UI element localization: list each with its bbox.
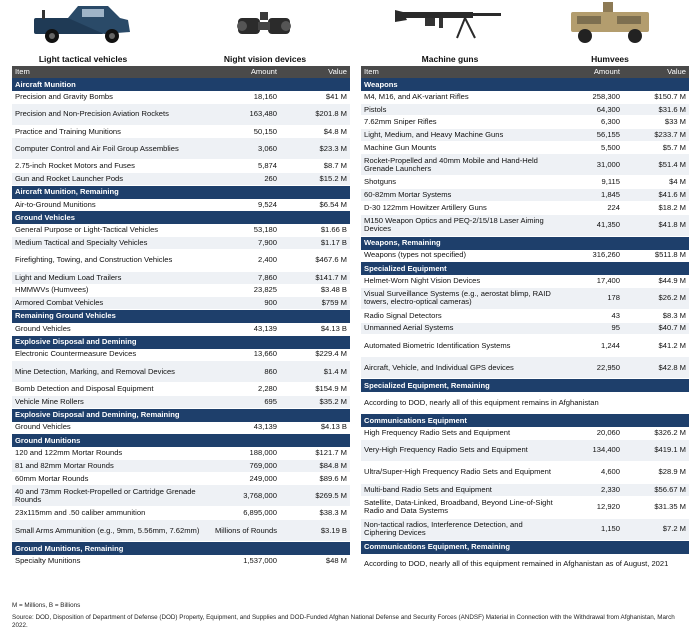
amount-cell: 4,600 [557,461,623,483]
table-row [361,103,689,116]
section-label: Specialized Equipment [361,262,689,276]
item-cell: High Frequency Radio Sets and Equipment [361,427,557,439]
table-row [361,176,689,189]
table-row [361,275,689,287]
column-header-value: Value [623,66,689,78]
item-cell: D-30 122mm Howitzer Artillery Guns [361,201,557,214]
value-cell: $121.7 M [280,447,350,459]
amount-cell: 3,060 [208,138,280,160]
amount-cell: 1,537,000 [208,555,280,567]
item-cell: Precision and Gravity Bombs [12,91,208,103]
amount-cell: 695 [208,395,280,408]
units-footnote: M = Millions, B = Billions [12,602,81,609]
item-cell: Satellite, Data-Linked, Broadband, Beyond Line-of-Sight Radio and Data Systems [361,496,557,518]
amount-cell: 6,895,000 [208,507,280,520]
image-caption: Night vision devices [223,54,307,64]
amount-cell: 9,115 [557,176,623,189]
value-cell: $1.4 M [280,361,350,383]
value-cell: $1.17 B [280,237,350,250]
amount-cell: 22,950 [557,357,623,379]
item-cell: Very-High Frequency Radio Sets and Equipment [361,439,557,461]
amount-cell: 316,260 [557,250,623,262]
amount-cell: 43,139 [208,422,280,434]
item-cell: 7.62mm Sniper Rifles [361,116,557,129]
item-cell: Visual Surveillance Systems (e.g., aerostat blimp, RAID towers, electro-optical cameras) [361,287,557,309]
value-cell: $4.13 B [280,422,350,434]
note-row [361,554,689,576]
value-cell: $229.4 M [280,349,350,361]
value-cell: $23.3 M [280,138,350,160]
amount-cell: 769,000 [208,460,280,473]
value-cell: $89.6 M [280,472,350,485]
value-cell: $42.8 M [623,357,689,379]
section-header-row [361,379,689,393]
item-cell: Mine Detection, Marking, and Removal Devices [12,361,208,383]
table-row [12,447,350,459]
value-cell: $141.7 M [280,271,350,284]
column-header-item: Item [361,66,557,78]
table-row [12,460,350,473]
table-row [12,199,350,211]
item-cell: Ground Vehicles [12,323,208,335]
item-cell: 2.75-inch Rocket Motors and Fuses [12,160,208,173]
amount-cell: 2,330 [557,483,623,496]
item-cell: Non-tactical radios, Interference Detection, and Ciphering Devices [361,518,557,540]
amount-cell: 260 [208,173,280,186]
item-cell: Ultra/Super-High Frequency Radio Sets and Equipment [361,461,557,483]
table-row [12,507,350,520]
item-cell: Computer Control and Air Foil Group Assemblies [12,138,208,160]
humvees-figure [540,0,680,66]
section-label: Explosive Disposal and Demining [12,335,350,349]
value-cell: $35.2 M [280,395,350,408]
image-strip [0,0,700,66]
source-note: Source: DOD, Disposition of Department of Defense (DOD) Property, Equipment, and Supplies and DOD-Funded Afghan National Defense and Security Forces (ANDSF) Material in Connection with the Withdrawal from Afghanistan, March 2022. [12,614,675,630]
section-label: Communications Equipment [361,414,689,428]
value-cell: $759 M [280,297,350,310]
section-header-row [12,408,350,422]
item-cell: Air-to-Ground Munitions [12,199,208,211]
table-row [12,422,350,434]
section-label: Ground Munitions, Remaining [12,542,350,556]
machine-gun-icon [395,0,505,46]
table-row [12,138,350,160]
item-cell: Specialty Munitions [12,555,208,567]
table-row [12,472,350,485]
section-label: Explosive Disposal and Demining, Remaining [12,408,350,422]
item-cell: Bomb Detection and Disposal Equipment [12,383,208,396]
amount-cell: 3,768,000 [208,485,280,507]
right-table-body [361,78,689,575]
amount-cell: 56,155 [557,129,623,142]
item-cell: 120 and 122mm Mortar Rounds [12,447,208,459]
amount-cell: 2,400 [208,249,280,271]
table-row [12,125,350,138]
section-header-row [12,211,350,225]
amount-cell: 50,150 [208,125,280,138]
item-cell: Small Arms Ammunition (e.g., 9mm, 5.56mm, 7.62mm) [12,520,208,542]
value-cell: $3.48 B [280,284,350,297]
section-label: Ground Vehicles [12,211,350,225]
table-row [361,189,689,202]
right-table-panel [361,66,689,576]
item-cell: Weapons (types not specified) [361,250,557,262]
value-cell: $7.2 M [623,518,689,540]
item-cell: Shotguns [361,176,557,189]
table-row [12,485,350,507]
left-table-panel [12,66,350,568]
column-header-amount: Amount [208,66,280,78]
amount-cell: 900 [208,297,280,310]
value-cell: $84.8 M [280,460,350,473]
amount-cell: 95 [557,322,623,335]
table-row [12,103,350,125]
section-header-row [361,540,689,554]
amount-cell: 249,000 [208,472,280,485]
item-cell: M4, M16, and AK-variant Rifles [361,91,557,103]
value-cell: $8.7 M [280,160,350,173]
table-row [12,237,350,250]
table-row [12,361,350,383]
note-text: According to DOD, nearly all of this equipment remains in Afghanistan [361,392,689,414]
table-row [361,518,689,540]
section-header-row [12,542,350,556]
item-cell: Pistols [361,103,557,116]
amount-cell: Millions of Rounds [208,520,280,542]
table-row [12,224,350,236]
light-tactical-vehicles-figure [18,0,148,66]
table-row [361,154,689,176]
value-cell: $5.7 M [623,141,689,154]
amount-cell: 53,180 [208,224,280,236]
amount-cell: 1,244 [557,335,623,357]
item-cell: General Purpose or Light-Tactical Vehicles [12,224,208,236]
table-row [361,116,689,129]
item-cell: Light, Medium, and Heavy Machine Guns [361,129,557,142]
section-label: Aircraft Munition [12,78,350,91]
amount-cell: 64,300 [557,103,623,116]
section-header-row [12,309,350,323]
value-cell: $38.3 M [280,507,350,520]
value-cell: $511.8 M [623,250,689,262]
section-header-row [12,185,350,199]
section-label: Aircraft Munition, Remaining [12,185,350,199]
table-row [12,271,350,284]
note-row [361,392,689,414]
value-cell: $48 M [280,555,350,567]
section-label: Communications Equipment, Remaining [361,540,689,554]
table-row [361,483,689,496]
value-cell: $201.8 M [280,103,350,125]
amount-cell: 224 [557,201,623,214]
amount-cell: 7,900 [208,237,280,250]
table-row [12,249,350,271]
left-equipment-table [12,66,350,568]
item-cell: Aircraft, Vehicle, and Individual GPS devices [361,357,557,379]
section-header-row [361,78,689,91]
value-cell: $4.13 B [280,323,350,335]
amount-cell: 1,845 [557,189,623,202]
table-row [361,309,689,322]
truck-icon [28,0,138,46]
value-cell: $28.9 M [623,461,689,483]
item-cell: 23x115mm and .50 caliber ammunition [12,507,208,520]
value-cell: $31.35 M [623,496,689,518]
amount-cell: 41,350 [557,214,623,236]
item-cell: Vehicle Mine Rollers [12,395,208,408]
amount-cell: 2,280 [208,383,280,396]
value-cell: $269.5 M [280,485,350,507]
amount-cell: 9,524 [208,199,280,211]
section-header-row [361,236,689,250]
amount-cell: 43 [557,309,623,322]
value-cell: $1.66 B [280,224,350,236]
table-row [361,461,689,483]
value-cell: $6.54 M [280,199,350,211]
item-cell: Practice and Training Munitions [12,125,208,138]
table-row [361,322,689,335]
table-row [12,323,350,335]
value-cell: $51.4 M [623,154,689,176]
table-row [12,383,350,396]
table-header-row [12,66,350,78]
section-header-row [12,335,350,349]
value-cell: $326.2 M [623,427,689,439]
amount-cell: 17,400 [557,275,623,287]
value-cell: $41.6 M [623,189,689,202]
item-cell: Radio Signal Detectors [361,309,557,322]
value-cell: $233.7 M [623,129,689,142]
column-header-value: Value [280,66,350,78]
value-cell: $15.2 M [280,173,350,186]
value-cell: $44.9 M [623,275,689,287]
table-row [361,427,689,439]
value-cell: $3.19 B [280,520,350,542]
amount-cell: 7,860 [208,271,280,284]
value-cell: $41.2 M [623,335,689,357]
value-cell: $419.1 M [623,439,689,461]
item-cell: Rocket-Propelled and 40mm Mobile and Hand-Held Grenade Launchers [361,154,557,176]
value-cell: $33 M [623,116,689,129]
amount-cell: 860 [208,361,280,383]
amount-cell: 6,300 [557,116,623,129]
table-row [12,349,350,361]
table-row [361,496,689,518]
table-row [361,287,689,309]
table-row [361,91,689,103]
amount-cell: 43,139 [208,323,280,335]
amount-cell: 188,000 [208,447,280,459]
item-cell: 40 and 73mm Rocket-Propelled or Cartridge Grenade Rounds [12,485,208,507]
amount-cell: 13,660 [208,349,280,361]
table-row [12,284,350,297]
night-vision-figure [200,0,330,66]
amount-cell: 18,160 [208,91,280,103]
table-row [12,520,350,542]
value-cell: $56.67 M [623,483,689,496]
note-text: According to DOD, nearly all of this equipment remained in Afghanistan as of August, 2021 [361,554,689,576]
item-cell: Ground Vehicles [12,422,208,434]
column-header-amount: Amount [557,66,623,78]
value-cell: $154.9 M [280,383,350,396]
table-row [12,297,350,310]
machine-guns-figure [380,0,520,66]
table-row [12,91,350,103]
right-equipment-table [361,66,689,576]
table-row [12,160,350,173]
item-cell: Automated Biometric Identification Systems [361,335,557,357]
table-row [12,173,350,186]
value-cell: $40.7 M [623,322,689,335]
section-label: Ground Munitions [12,434,350,448]
item-cell: Multi-band Radio Sets and Equipment [361,483,557,496]
value-cell: $41.8 M [623,214,689,236]
amount-cell: 134,400 [557,439,623,461]
item-cell: Firefighting, Towing, and Construction Vehicles [12,249,208,271]
table-row [12,395,350,408]
item-cell: Electronic Countermeasure Devices [12,349,208,361]
item-cell: 60-82mm Mortar Systems [361,189,557,202]
item-cell: Armored Combat Vehicles [12,297,208,310]
value-cell: $4.8 M [280,125,350,138]
value-cell: $150.7 M [623,91,689,103]
value-cell: $8.3 M [623,309,689,322]
section-header-row [361,414,689,428]
section-label: Weapons, Remaining [361,236,689,250]
table-row [361,357,689,379]
item-cell: Precision and Non-Precision Aviation Rockets [12,103,208,125]
table-row [361,129,689,142]
amount-cell: 1,150 [557,518,623,540]
value-cell: $467.6 M [280,249,350,271]
value-cell: $26.2 M [623,287,689,309]
amount-cell: 258,300 [557,91,623,103]
table-header-row [361,66,689,78]
amount-cell: 5,500 [557,141,623,154]
table-row [361,201,689,214]
amount-cell: 178 [557,287,623,309]
section-label: Remaining Ground Vehicles [12,309,350,323]
table-row [361,439,689,461]
left-table-body [12,78,350,567]
amount-cell: 20,060 [557,427,623,439]
table-row [361,335,689,357]
value-cell: $41 M [280,91,350,103]
item-cell: 60mm Mortar Rounds [12,472,208,485]
table-row [361,250,689,262]
item-cell: Medium Tactical and Specialty Vehicles [12,237,208,250]
section-header-row [361,262,689,276]
item-cell: M150 Weapon Optics and PEQ-2/15/18 Laser Aiming Devices [361,214,557,236]
item-cell: HMMWVs (Humvees) [12,284,208,297]
table-row [361,214,689,236]
item-cell: Unmanned Aerial Systems [361,322,557,335]
amount-cell: 31,000 [557,154,623,176]
humvee-icon [565,0,655,50]
image-caption: Humvees [591,54,629,64]
amount-cell: 23,825 [208,284,280,297]
value-cell: $4 M [623,176,689,189]
value-cell: $18.2 M [623,201,689,214]
image-caption: Light tactical vehicles [38,54,128,64]
item-cell: Gun and Rocket Launcher Pods [12,173,208,186]
amount-cell: 163,480 [208,103,280,125]
image-caption: Machine guns [421,54,479,64]
table-row [12,555,350,567]
amount-cell: 5,874 [208,160,280,173]
item-cell: Helmet-Worn Night Vision Devices [361,275,557,287]
section-header-row [12,78,350,91]
amount-cell: 12,920 [557,496,623,518]
section-label: Weapons [361,78,689,91]
binoculars-icon [230,0,300,46]
section-header-row [12,434,350,448]
item-cell: Machine Gun Mounts [361,141,557,154]
item-cell: 81 and 82mm Mortar Rounds [12,460,208,473]
section-label: Specialized Equipment, Remaining [361,379,689,393]
table-row [361,141,689,154]
value-cell: $31.6 M [623,103,689,116]
column-header-item: Item [12,66,208,78]
item-cell: Light and Medium Load Trailers [12,271,208,284]
